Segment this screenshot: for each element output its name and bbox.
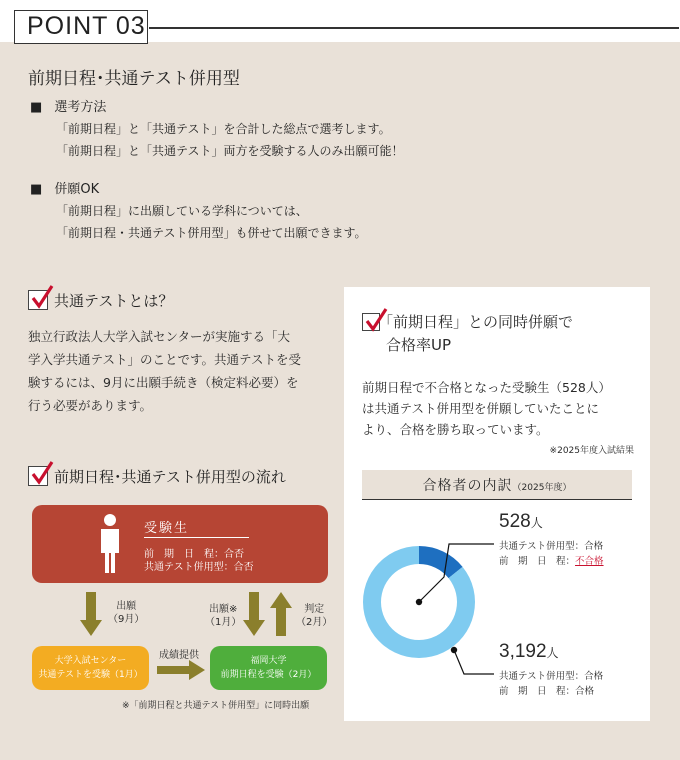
- box-text: 福岡大学: [250, 656, 287, 666]
- kyotsu-line: 学入学共通テスト」のことです。共通テストを受: [28, 352, 302, 367]
- breakdown-title: 合格者の内訳: [422, 478, 513, 494]
- page-title: 前期日程･共通テスト併用型: [28, 69, 240, 89]
- card-title: [378, 311, 573, 357]
- box-text: 前期日程を受験（2月）: [220, 670, 317, 680]
- annotation-count: 528: [499, 511, 531, 532]
- detail-value: ：合格: [574, 671, 604, 682]
- arrow-label: 出願※: [208, 604, 238, 615]
- section1-title: 選考方法: [54, 100, 107, 115]
- flow-note: ※「前期日程と共通テスト併用型」に同時出願: [122, 701, 310, 711]
- check-icon: [28, 466, 48, 486]
- student-row2: [144, 558, 254, 573]
- arrow-label: （2月）: [296, 617, 333, 628]
- down-arrow-icon: [80, 592, 102, 636]
- section2-body: [56, 200, 367, 244]
- kyotsu-body: [28, 325, 301, 417]
- detail-value: 合格: [575, 686, 595, 697]
- point-label: POINT 03: [14, 10, 148, 44]
- detail-sep: ：: [565, 556, 576, 567]
- student-label: 受験生: [144, 521, 190, 536]
- flow-title: 前期日程･共通テスト併用型の流れ: [54, 468, 286, 486]
- student-box: [32, 505, 328, 583]
- section1-body: [56, 118, 404, 162]
- left-arrow-label: [108, 600, 144, 626]
- mid-arrow-label: [205, 603, 241, 629]
- fail-value: 不合格: [575, 556, 604, 567]
- arrow-label: 出願: [116, 601, 137, 612]
- kyotsu-line: 行う必要があります。: [28, 398, 153, 413]
- detail-value: ：合格: [574, 541, 604, 552]
- kyotsu-line: 験するには、9月に出願手続き（検定料必要）を: [28, 375, 299, 390]
- up-arrow-icon: [270, 592, 292, 636]
- card-body: [362, 377, 611, 440]
- donut-chart: [344, 507, 650, 721]
- card-title-line: 合格率UP: [386, 336, 452, 354]
- right-arrow-label: [296, 603, 332, 629]
- annotation-528-detail: [499, 539, 604, 569]
- annotation-unit: 人: [546, 646, 559, 660]
- detail-label: 前 期 日 程: [499, 686, 566, 697]
- leader-line: [454, 650, 494, 674]
- box-text: 大学入試センター: [54, 656, 127, 666]
- check-icon: [28, 290, 48, 310]
- section2-title: 併願OK: [54, 182, 100, 197]
- breakdown-year: （2025年度）: [512, 483, 572, 493]
- header-rule: [149, 27, 679, 29]
- result-card: [344, 287, 650, 721]
- breakdown-header: [362, 470, 632, 500]
- row1-label: 前 期 日 程: [144, 549, 214, 560]
- card-line: は共通テスト併用型を併願していたことに: [362, 401, 600, 416]
- annotation-unit: 人: [530, 516, 543, 530]
- card-source: ※2025年度入試結果: [549, 446, 634, 456]
- annotation-3192: [499, 641, 559, 663]
- section2-line: 「前期日程」に出願している学科については、: [56, 204, 308, 218]
- box-text: 共通テストを受験（1月）: [38, 670, 143, 680]
- section2-line: 「前期日程・共通テスト併用型」も併せて出願できます。: [56, 226, 367, 240]
- section1-line: 「前期日程」と「共通テスト」を合計した総点で選考します。: [56, 122, 391, 136]
- detail-label: 共通テスト併用型: [499, 541, 575, 552]
- row1-value: ：合否: [214, 549, 244, 560]
- fukuoka-box: [210, 646, 327, 690]
- row2-label: 共通テスト併用型: [144, 562, 224, 573]
- card-line: より、合格を勝ち取っています。: [362, 422, 549, 437]
- person-icon: [97, 513, 123, 575]
- right-arrow-icon: [157, 660, 205, 680]
- card-line: 前期日程で不合格となった受験生（528人）: [362, 380, 611, 395]
- kyotsu-title: 共通テストとは？: [54, 292, 174, 310]
- transfer-label: 成績提供: [159, 650, 199, 661]
- annotation-528: [499, 511, 543, 533]
- card-title-line: 「前期日程」との同時併願で: [378, 313, 574, 331]
- detail-label: 共通テスト併用型: [499, 671, 575, 682]
- arrow-label: 判定: [304, 604, 325, 615]
- arrow-label: （9月）: [108, 614, 145, 625]
- annotation-count: 3,192: [499, 641, 547, 662]
- kyotsu-line: 独立行政法人大学入試センターが実施する「大: [28, 329, 291, 344]
- annotation-3192-detail: [499, 669, 603, 699]
- section1-heading: ■ 選考方法: [30, 100, 107, 115]
- arrow-label: （1月）: [205, 617, 242, 628]
- center-test-box: [32, 646, 149, 690]
- detail-sep: ：: [565, 686, 576, 697]
- down-arrow-icon: [243, 592, 265, 636]
- student-divider: [144, 537, 249, 538]
- detail-label: 前 期 日 程: [499, 556, 566, 567]
- row2-value: ：合否: [223, 562, 254, 573]
- section1-line: 「前期日程」と「共通テスト」両方を受験する人のみ出願可能！: [56, 144, 404, 158]
- section2-heading: ■ 併願OK: [30, 182, 100, 197]
